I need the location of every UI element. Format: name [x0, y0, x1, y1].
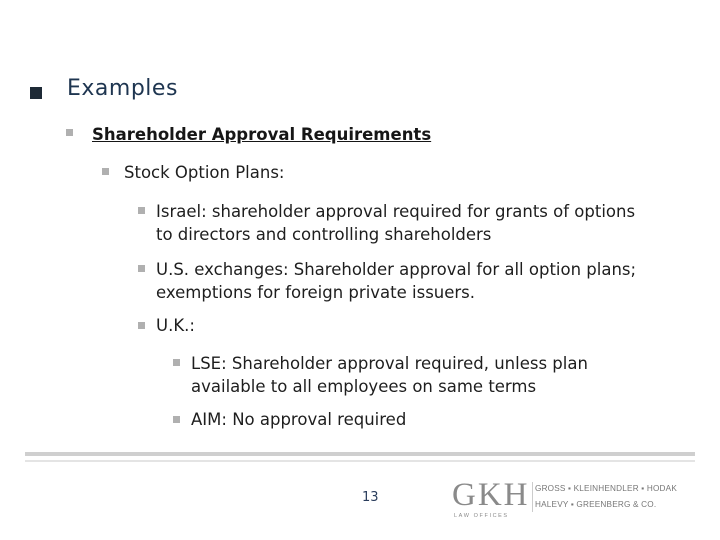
subheading: Shareholder Approval Requirements: [92, 125, 432, 144]
list-item-us: U.S. exchanges: Shareholder approval for all option plans; exemptions for foreign private issuers.: [156, 260, 637, 302]
logo-subtitle: LAW OFFICES: [454, 513, 509, 519]
list-item-lse: LSE: Shareholder approval required, unless plan available to all employees on same terms: [191, 354, 588, 396]
square-bullet-icon: [30, 87, 42, 99]
section-label: Stock Option Plans:: [124, 163, 285, 182]
square-bullet-icon: [138, 322, 145, 329]
list-item-uk: U.K.:: [156, 316, 195, 335]
square-bullet-icon: [66, 129, 73, 136]
square-bullet-icon: [138, 207, 145, 214]
page-number: 13: [362, 490, 379, 505]
list-item-aim: AIM: No approval required: [191, 410, 407, 429]
square-bullet-icon: [173, 359, 180, 366]
square-bullet-icon: [173, 416, 180, 423]
list-item-israel: Israel: shareholder approval required for grants of options to directors and controlling shareholders: [156, 202, 636, 244]
footer-divider: [25, 460, 695, 462]
logo-divider: [532, 482, 533, 512]
square-bullet-icon: [102, 168, 109, 175]
square-bullet-icon: [138, 265, 145, 272]
logo-name-line-1: GROSS ▪ KLEINHENDLER ▪ HODAK: [535, 484, 677, 493]
slide-heading: Examples: [67, 76, 178, 101]
firm-logo: [452, 478, 692, 518]
footer-divider: [25, 452, 695, 456]
logo-name-line-2: HALEVY ▪ GREENBERG & CO.: [535, 500, 657, 509]
logo-letters: GKH: [452, 477, 530, 513]
